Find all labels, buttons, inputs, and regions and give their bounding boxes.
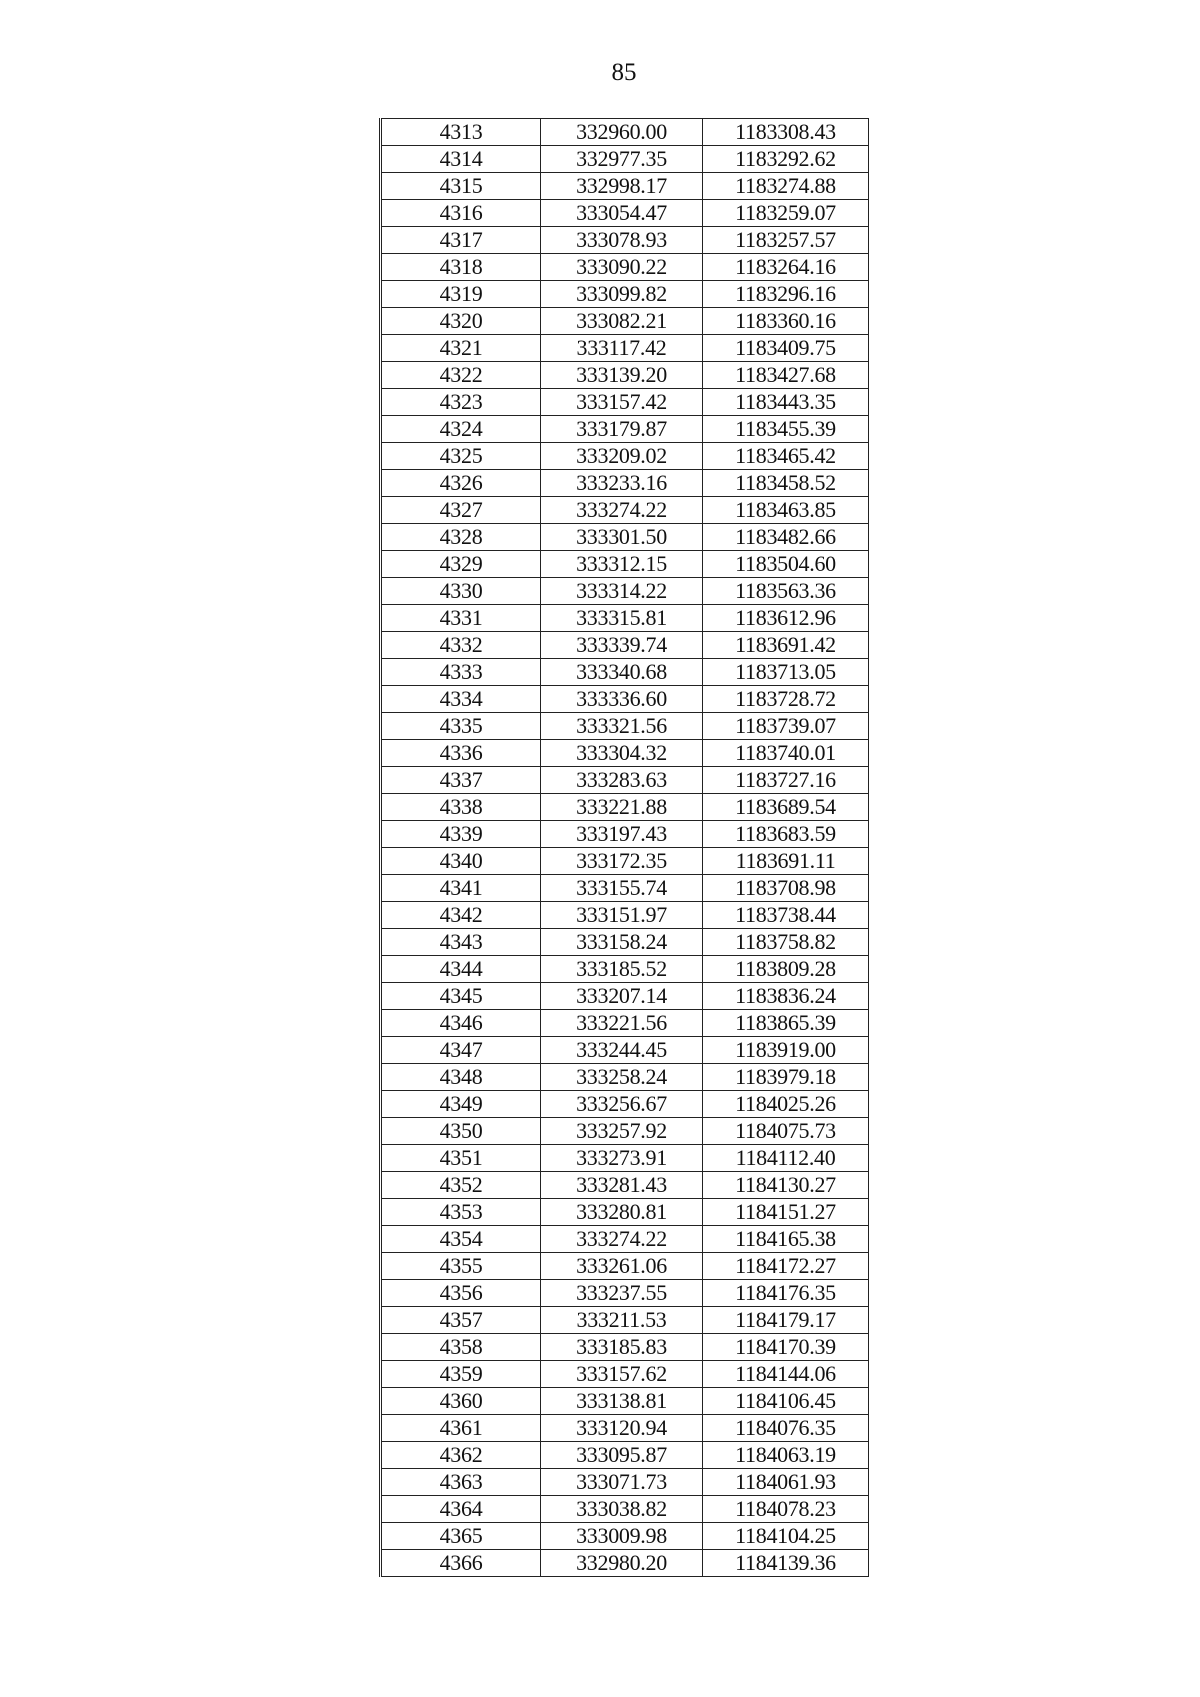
x-coordinate-cell: 333237.55 [541,1280,703,1307]
table-row [381,416,869,443]
table-row [381,1415,869,1442]
table-row [381,1037,869,1064]
table-row [381,794,869,821]
y-coordinate-cell: 1183758.82 [703,929,869,956]
x-coordinate-cell: 333274.22 [541,1226,703,1253]
point-number-cell: 4335 [381,713,541,740]
y-coordinate-cell: 1184025.26 [703,1091,869,1118]
table-row [381,1442,869,1469]
x-coordinate-cell: 333312.15 [541,551,703,578]
table-row [381,497,869,524]
point-number-cell: 4329 [381,551,541,578]
x-coordinate-cell: 333258.24 [541,1064,703,1091]
y-coordinate-cell: 1183836.24 [703,983,869,1010]
point-number-cell: 4363 [381,1469,541,1496]
point-number-cell: 4315 [381,173,541,200]
x-coordinate-cell: 333211.53 [541,1307,703,1334]
x-coordinate-cell: 333283.63 [541,767,703,794]
point-number-cell: 4351 [381,1145,541,1172]
table-row [381,929,869,956]
point-number-cell: 4320 [381,308,541,335]
y-coordinate-cell: 1184172.27 [703,1253,869,1280]
y-coordinate-cell: 1184139.36 [703,1550,869,1577]
y-coordinate-cell: 1183296.16 [703,281,869,308]
x-coordinate-cell: 333071.73 [541,1469,703,1496]
x-coordinate-cell: 333274.22 [541,497,703,524]
x-coordinate-cell: 333221.88 [541,794,703,821]
y-coordinate-cell: 1183504.60 [703,551,869,578]
table-row [381,902,869,929]
point-number-cell: 4328 [381,524,541,551]
y-coordinate-cell: 1183612.96 [703,605,869,632]
x-coordinate-cell: 333155.74 [541,875,703,902]
y-coordinate-cell: 1183865.39 [703,1010,869,1037]
table-row [381,1010,869,1037]
table-row [381,1388,869,1415]
x-coordinate-cell: 333151.97 [541,902,703,929]
table-row [381,686,869,713]
point-number-cell: 4360 [381,1388,541,1415]
y-coordinate-cell: 1183728.72 [703,686,869,713]
x-coordinate-cell: 333117.42 [541,335,703,362]
table-row [381,1550,869,1577]
point-number-cell: 4352 [381,1172,541,1199]
coordinates-table [379,118,869,1577]
point-number-cell: 4325 [381,443,541,470]
table-row [381,1334,869,1361]
table-row [381,119,869,146]
table-row [381,1496,869,1523]
x-coordinate-cell: 333009.98 [541,1523,703,1550]
table-row [381,1307,869,1334]
point-number-cell: 4322 [381,362,541,389]
x-coordinate-cell: 333138.81 [541,1388,703,1415]
y-coordinate-cell: 1183257.57 [703,227,869,254]
y-coordinate-cell: 1184075.73 [703,1118,869,1145]
y-coordinate-cell: 1183809.28 [703,956,869,983]
y-coordinate-cell: 1183740.01 [703,740,869,767]
table-row [381,821,869,848]
point-number-cell: 4321 [381,335,541,362]
point-number-cell: 4356 [381,1280,541,1307]
point-number-cell: 4333 [381,659,541,686]
y-coordinate-cell: 1183427.68 [703,362,869,389]
x-coordinate-cell: 333157.62 [541,1361,703,1388]
table-row [381,1523,869,1550]
x-coordinate-cell: 333340.68 [541,659,703,686]
table-row [381,1091,869,1118]
table-row [381,254,869,281]
y-coordinate-cell: 1183738.44 [703,902,869,929]
table-row [381,551,869,578]
table-row [381,632,869,659]
table-row [381,1226,869,1253]
table-row [381,1145,869,1172]
y-coordinate-cell: 1183443.35 [703,389,869,416]
y-coordinate-cell: 1183465.42 [703,443,869,470]
y-coordinate-cell: 1184151.27 [703,1199,869,1226]
y-coordinate-cell: 1183308.43 [703,119,869,146]
x-coordinate-cell: 333273.91 [541,1145,703,1172]
point-number-cell: 4316 [381,200,541,227]
point-number-cell: 4332 [381,632,541,659]
x-coordinate-cell: 333185.83 [541,1334,703,1361]
table-row [381,1199,869,1226]
table-row [381,389,869,416]
table-row [381,983,869,1010]
point-number-cell: 4345 [381,983,541,1010]
point-number-cell: 4359 [381,1361,541,1388]
table-row [381,956,869,983]
x-coordinate-cell: 332977.35 [541,146,703,173]
point-number-cell: 4344 [381,956,541,983]
point-number-cell: 4353 [381,1199,541,1226]
x-coordinate-cell: 333054.47 [541,200,703,227]
point-number-cell: 4361 [381,1415,541,1442]
y-coordinate-cell: 1183691.42 [703,632,869,659]
point-number-cell: 4336 [381,740,541,767]
x-coordinate-cell: 332998.17 [541,173,703,200]
y-coordinate-cell: 1184112.40 [703,1145,869,1172]
table-row [381,659,869,686]
y-coordinate-cell: 1184078.23 [703,1496,869,1523]
y-coordinate-cell: 1183979.18 [703,1064,869,1091]
point-number-cell: 4327 [381,497,541,524]
x-coordinate-cell: 333172.35 [541,848,703,875]
x-coordinate-cell: 333256.67 [541,1091,703,1118]
point-number-cell: 4350 [381,1118,541,1145]
point-number-cell: 4349 [381,1091,541,1118]
y-coordinate-cell: 1183683.59 [703,821,869,848]
y-coordinate-cell: 1183259.07 [703,200,869,227]
table-row [381,173,869,200]
point-number-cell: 4348 [381,1064,541,1091]
point-number-cell: 4358 [381,1334,541,1361]
x-coordinate-cell: 333221.56 [541,1010,703,1037]
y-coordinate-cell: 1184179.17 [703,1307,869,1334]
y-coordinate-cell: 1184130.27 [703,1172,869,1199]
point-number-cell: 4343 [381,929,541,956]
y-coordinate-cell: 1183691.11 [703,848,869,875]
point-number-cell: 4364 [381,1496,541,1523]
table-row [381,470,869,497]
x-coordinate-cell: 333185.52 [541,956,703,983]
x-coordinate-cell: 333304.32 [541,740,703,767]
x-coordinate-cell: 333244.45 [541,1037,703,1064]
point-number-cell: 4330 [381,578,541,605]
x-coordinate-cell: 333038.82 [541,1496,703,1523]
x-coordinate-cell: 333336.60 [541,686,703,713]
y-coordinate-cell: 1183563.36 [703,578,869,605]
x-coordinate-cell: 332980.20 [541,1550,703,1577]
x-coordinate-cell: 333257.92 [541,1118,703,1145]
x-coordinate-cell: 333157.42 [541,389,703,416]
y-coordinate-cell: 1183919.00 [703,1037,869,1064]
x-coordinate-cell: 333158.24 [541,929,703,956]
x-coordinate-cell: 333339.74 [541,632,703,659]
point-number-cell: 4340 [381,848,541,875]
y-coordinate-cell: 1184170.39 [703,1334,869,1361]
point-number-cell: 4334 [381,686,541,713]
y-coordinate-cell: 1183274.88 [703,173,869,200]
x-coordinate-cell: 333090.22 [541,254,703,281]
y-coordinate-cell: 1183482.66 [703,524,869,551]
point-number-cell: 4346 [381,1010,541,1037]
y-coordinate-cell: 1183689.54 [703,794,869,821]
x-coordinate-cell: 333120.94 [541,1415,703,1442]
table-row [381,227,869,254]
table-row [381,1064,869,1091]
y-coordinate-cell: 1184106.45 [703,1388,869,1415]
point-number-cell: 4339 [381,821,541,848]
table-row [381,1280,869,1307]
table-row [381,848,869,875]
y-coordinate-cell: 1183292.62 [703,146,869,173]
point-number-cell: 4341 [381,875,541,902]
point-number-cell: 4326 [381,470,541,497]
x-coordinate-cell: 333233.16 [541,470,703,497]
point-number-cell: 4365 [381,1523,541,1550]
y-coordinate-cell: 1183360.16 [703,308,869,335]
x-coordinate-cell: 333099.82 [541,281,703,308]
table-row [381,875,869,902]
table-row [381,443,869,470]
y-coordinate-cell: 1183708.98 [703,875,869,902]
x-coordinate-cell: 333179.87 [541,416,703,443]
point-number-cell: 4342 [381,902,541,929]
y-coordinate-cell: 1184061.93 [703,1469,869,1496]
y-coordinate-cell: 1183458.52 [703,470,869,497]
table-row [381,1118,869,1145]
point-number-cell: 4314 [381,146,541,173]
y-coordinate-cell: 1183463.85 [703,497,869,524]
y-coordinate-cell: 1183409.75 [703,335,869,362]
x-coordinate-cell: 333261.06 [541,1253,703,1280]
x-coordinate-cell: 333207.14 [541,983,703,1010]
table-row [381,362,869,389]
y-coordinate-cell: 1184063.19 [703,1442,869,1469]
y-coordinate-cell: 1183727.16 [703,767,869,794]
point-number-cell: 4354 [381,1226,541,1253]
point-number-cell: 4347 [381,1037,541,1064]
x-coordinate-cell: 333139.20 [541,362,703,389]
x-coordinate-cell: 333197.43 [541,821,703,848]
table-row [381,1361,869,1388]
y-coordinate-cell: 1183713.05 [703,659,869,686]
table-row [381,146,869,173]
point-number-cell: 4318 [381,254,541,281]
point-number-cell: 4337 [381,767,541,794]
point-number-cell: 4355 [381,1253,541,1280]
point-number-cell: 4319 [381,281,541,308]
x-coordinate-cell: 333209.02 [541,443,703,470]
x-coordinate-cell: 332960.00 [541,119,703,146]
y-coordinate-cell: 1184104.25 [703,1523,869,1550]
x-coordinate-cell: 333314.22 [541,578,703,605]
y-coordinate-cell: 1183264.16 [703,254,869,281]
table-row [381,578,869,605]
table-row [381,605,869,632]
table-row [381,1253,869,1280]
point-number-cell: 4317 [381,227,541,254]
point-number-cell: 4313 [381,119,541,146]
table-row [381,308,869,335]
y-coordinate-cell: 1184144.06 [703,1361,869,1388]
table-row [381,281,869,308]
table-row [381,713,869,740]
y-coordinate-cell: 1184165.38 [703,1226,869,1253]
y-coordinate-cell: 1184076.35 [703,1415,869,1442]
point-number-cell: 4366 [381,1550,541,1577]
table-row [381,524,869,551]
table-row [381,740,869,767]
x-coordinate-cell: 333082.21 [541,308,703,335]
table-body [381,119,869,1577]
x-coordinate-cell: 333321.56 [541,713,703,740]
point-number-cell: 4362 [381,1442,541,1469]
y-coordinate-cell: 1183739.07 [703,713,869,740]
y-coordinate-cell: 1184176.35 [703,1280,869,1307]
table-row [381,1172,869,1199]
x-coordinate-cell: 333095.87 [541,1442,703,1469]
point-number-cell: 4323 [381,389,541,416]
table-row [381,200,869,227]
table-row [381,767,869,794]
x-coordinate-cell: 333280.81 [541,1199,703,1226]
x-coordinate-cell: 333281.43 [541,1172,703,1199]
x-coordinate-cell: 333078.93 [541,227,703,254]
table-row [381,1469,869,1496]
x-coordinate-cell: 333315.81 [541,605,703,632]
point-number-cell: 4324 [381,416,541,443]
point-number-cell: 4357 [381,1307,541,1334]
point-number-cell: 4338 [381,794,541,821]
point-number-cell: 4331 [381,605,541,632]
y-coordinate-cell: 1183455.39 [703,416,869,443]
x-coordinate-cell: 333301.50 [541,524,703,551]
table-row [381,335,869,362]
page-number: 85 [611,59,637,86]
